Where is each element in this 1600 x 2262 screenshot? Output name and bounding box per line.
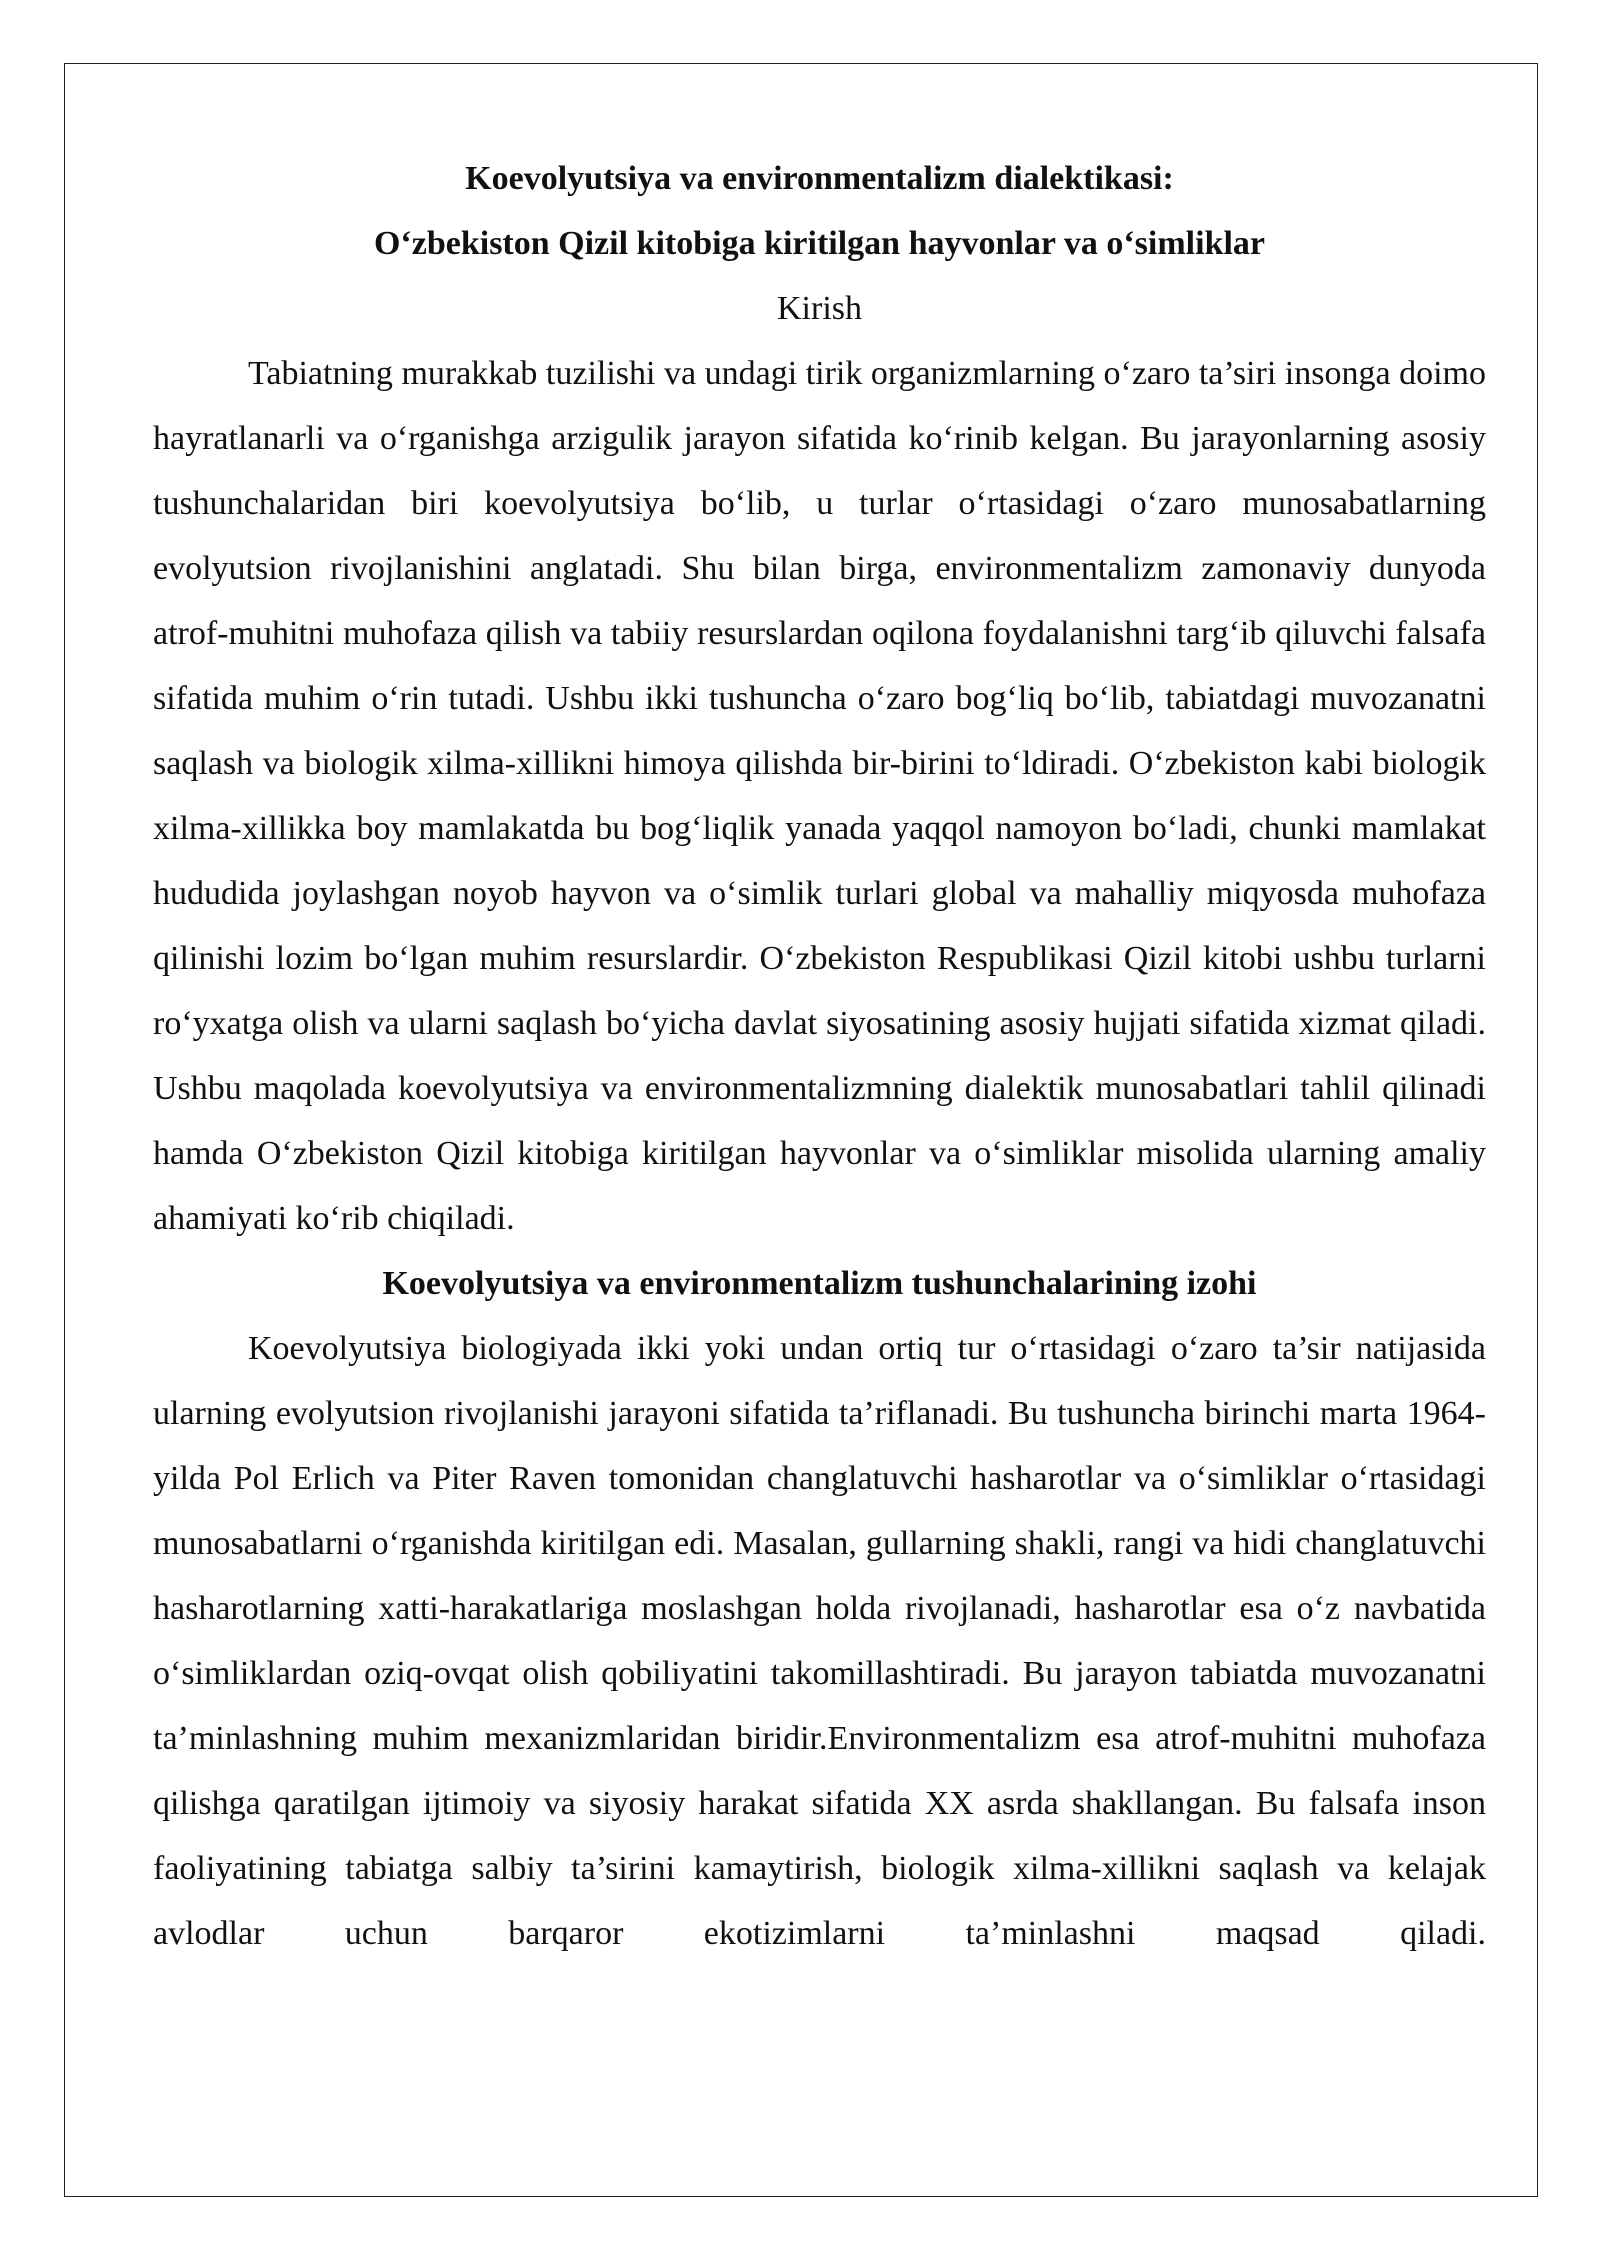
document-body bbox=[153, 146, 1486, 1966]
document-title-line-2: O‘zbekiston Qizil kitobiga kiritilgan hayvonlar va o‘simliklar bbox=[373, 225, 1265, 262]
introduction-paragraph: Tabiatning murakkab tuzilishi va undagi tirik organizmlarning o‘zaro ta’siri insonga doimo hayratlanarli va o‘rganishga arzigulik jarayon sifatida ko‘rinib kelgan. Bu jarayonlarning asosiy tushunchalaridan biri koevolyutsiya bo‘lib, u turlar o‘rtasidagi o‘zaro munosabatlarning evolyutsion rivojlanishini anglatadi. Shu bilan birga, environmentalizm zamonaviy dunyoda atrof-muhitni muhofaza qilish va tabiiy resurslardan oqilona foydalanishni targ‘ib qiluvchi falsafa sifatida muhim o‘rin tutadi. Ushbu ikki tushuncha o‘zaro bog‘liq bo‘lib, tabiatdagi muvozanatni saqlash va biologik xilma-xillikni himoya qilishda bir-birini to‘ldiradi. O‘zbekiston kabi biologik xilma-xillikka boy mamlakatda bu bog‘liqlik yanada yaqqol namoyon bo‘ladi, chunki mamlakat hududida joylashgan noyob hayvon va o‘simlik turlari global va mahalliy miqyosda muhofaza qilinishi lozim bo‘lgan muhim resurslardir. O‘zbekiston Respublikasi Qizil kitobi ushbu turlarni ro‘yxatga olish va ularni saqlash bo‘yicha davlat siyosatining asosiy hujjati sifatida xizmat qiladi. Ushbu maqolada koevolyutsiya va environmentalizmning dialektik munosabatlari tahlil qilinadi hamda O‘zbekiston Qizil kitobiga kiritilgan hayvonlar va o‘simliklar misolida ularning amaliy ahamiyati ko‘rib chiqiladi. bbox=[153, 355, 1486, 1237]
concepts-paragraph: Koevolyutsiya biologiyada ikki yoki undan ortiq tur o‘rtasidagi o‘zaro ta’sir natijasida ularning evolyutsion rivojlanishi jarayoni sifatida ta’riflanadi. Bu tushuncha birinchi marta 1964-yilda Pol Erlich va Piter Raven tomonidan changlatuvchi hasharotlar va o‘simliklar o‘rtasidagi munosabatlarni o‘rganishda kiritilgan edi. Masalan, gullarning shakli, rangi va hidi changlatuvchi hasharotlarning xatti-harakatlariga moslashgan holda rivojlanadi, hasharotlar esa o‘z navbatida o‘simliklardan oziq-ovqat olish qobiliyatini takomillashtiradi. Bu jarayon tabiatda muvozanatni ta’minlashning muhim mexanizmlaridan biridir.Environmentalizm esa atrof-muhitni muhofaza qilishga qaratilgan ijtimoiy va siyosiy harakat sifatida XX asrda shakllangan. Bu falsafa inson faoliyatining tabiatga salbiy ta’sirini kamaytirish, biologik xilma-xillikni saqlash va kelajak avlodlar uchun barqaror ekotizimlarni ta’minlashni maqsad qiladi. bbox=[153, 1330, 1486, 1952]
section-heading-concepts: Koevolyutsiya va environmentalizm tushunchalarining izohi bbox=[382, 1265, 1257, 1302]
section-heading-introduction: Kirish bbox=[777, 290, 862, 327]
document-title-line-1: Koevolyutsiya va environmentalizm dialektikasi: bbox=[465, 160, 1174, 197]
